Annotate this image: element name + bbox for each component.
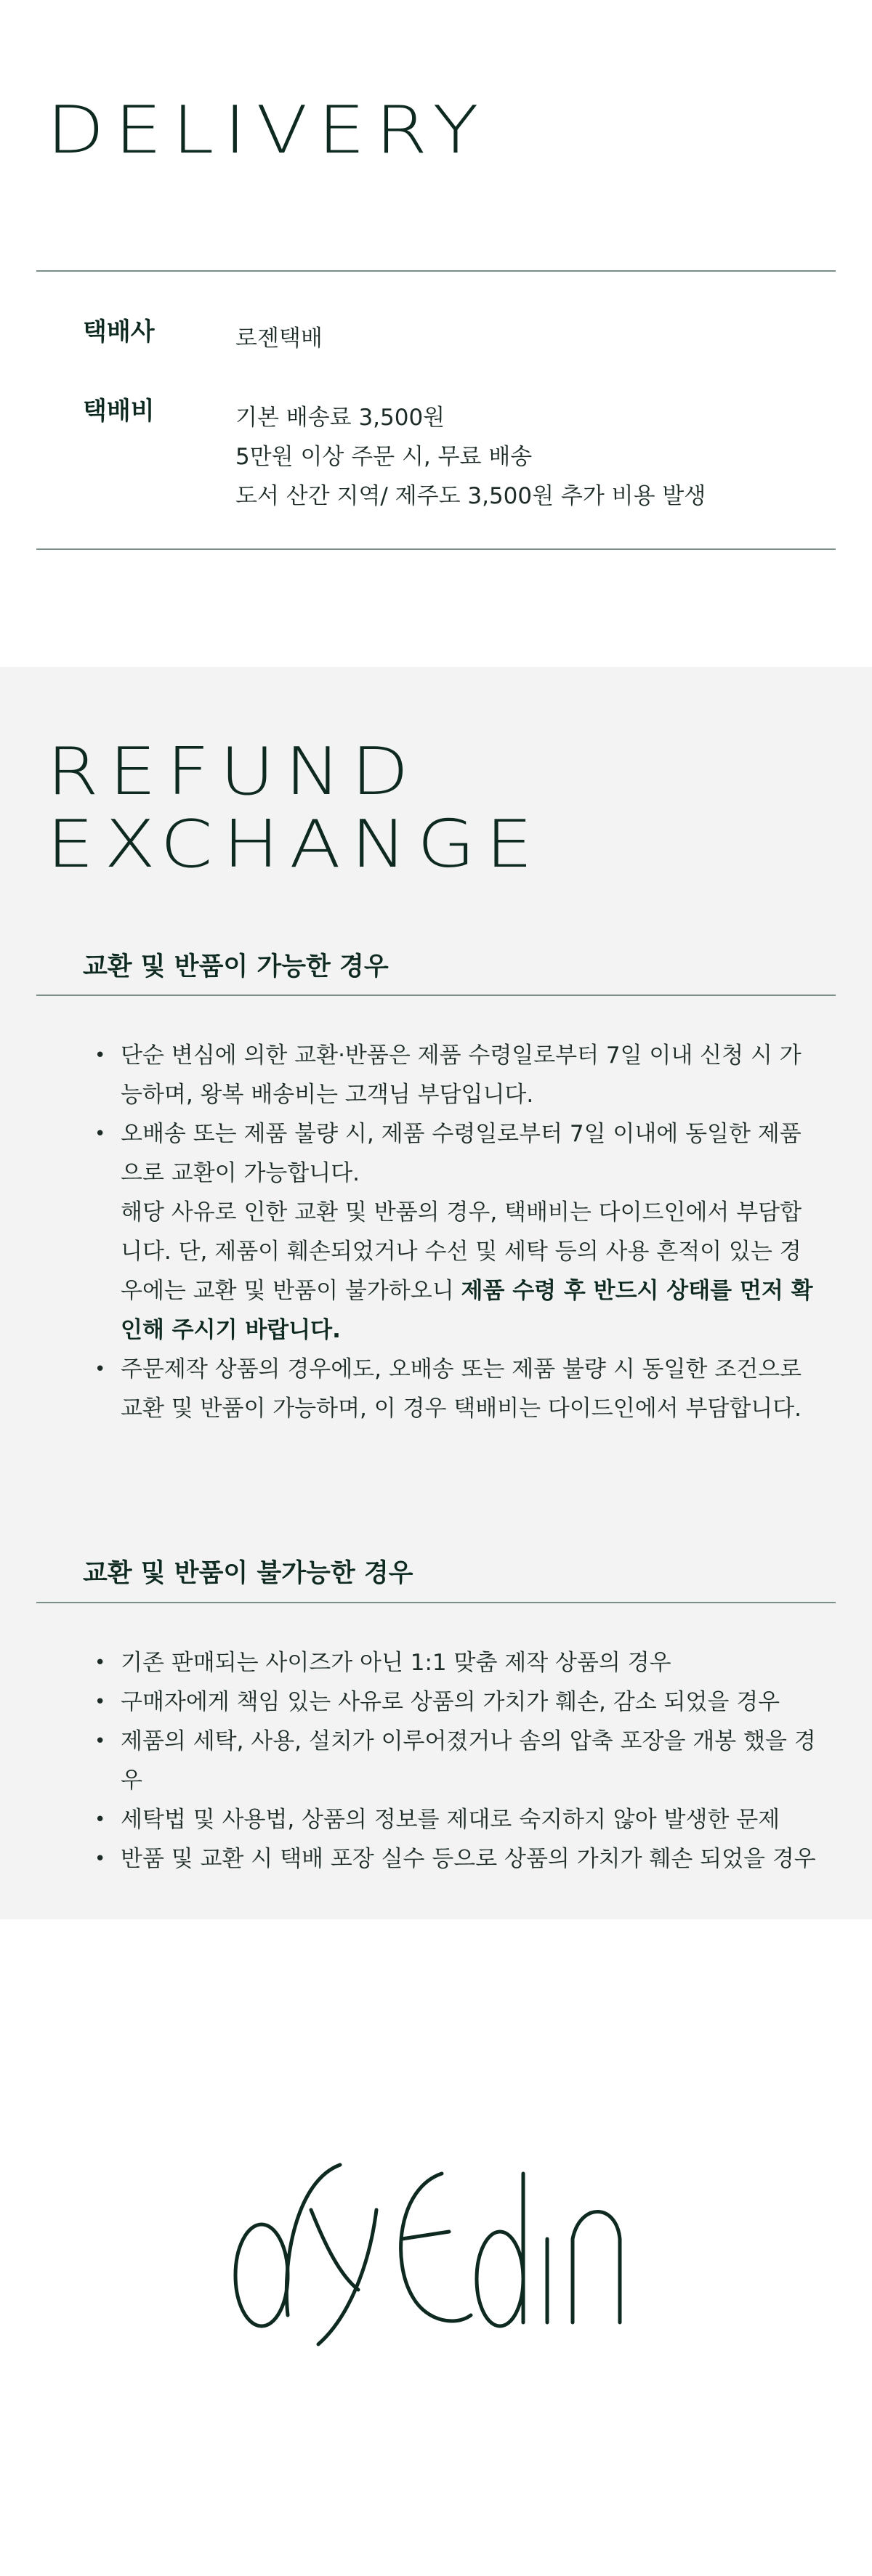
refund-exchange-section: [0, 667, 872, 1919]
divider-bottom: [36, 548, 836, 550]
list-item: • 오배송 또는 제품 불량 시, 제품 수령일로부터 7일 이내에 동일한 제품으로 교환이 가능합니다. 해당 사유로 인한 교환 및 반품의 경우, 택배비는 다이드인에서 부담합니다. 단, 제품이 훼손되었거나 수선 및 세탁 등의 사용 흔적이 있는 경우에는 교환 및 반품이 불가하오니 제품 수령 후 반드시 상태를 먼저 확인해 주시기 바랍니다.: [94, 1114, 821, 1350]
list-item: • 반품 및 교환 시 택배 포장 실수 등으로 상품의 가치가 훼손 되었을 경우: [94, 1839, 821, 1879]
dyedin-logo: [231, 2159, 641, 2348]
shipping-fee-line: 기본 배송료 3,500원: [235, 405, 445, 431]
divider-top: [36, 270, 836, 272]
courier-name: 로젠택배: [235, 325, 323, 352]
possible-heading: 교환 및 반품이 가능한 경우: [83, 952, 389, 981]
shipping-fee-line: 도서 산간 지역/ 제주도 3,500원 추가 비용 발생: [235, 483, 706, 509]
emphasis-text: 제품 수령 후 반드시 상태를 먼저 확인해 주시기 바랍니다.: [121, 1278, 813, 1343]
possible-divider: [36, 995, 836, 996]
impossible-heading: 교환 및 반품이 불가능한 경우: [83, 1559, 413, 1588]
courier-value: [235, 319, 323, 358]
brand-footer: [0, 1919, 872, 2576]
delivery-title: DELIVERY: [47, 92, 489, 169]
shipping-fee-value: [235, 398, 706, 516]
logo-text: dyedin: [231, 2159, 234, 2160]
list-item: • 단순 변심에 의한 교환·반품은 제품 수령일로부터 7일 이내 신청 시 가능하며, 왕복 배송비는 고객님 부담입니다.: [94, 1036, 821, 1114]
exchange-title-line: EXCHANGE: [47, 806, 544, 883]
possible-list: [94, 1036, 821, 1428]
list-item: • 제품의 세탁, 사용, 설치가 이루어졌거나 솜의 압축 포장을 개봉 했을 경우: [94, 1722, 821, 1800]
refund-exchange-title: [47, 736, 543, 881]
refund-title-line: REFUND: [47, 734, 419, 810]
shipping-fee-label: 택배비: [83, 397, 155, 426]
list-item: • 기존 판매되는 사이즈가 아닌 1:1 맞춤 제작 상품의 경우: [94, 1643, 821, 1682]
list-item: • 주문제작 상품의 경우에도, 오배송 또는 제품 불량 시 동일한 조건으로 교환 및 반품이 가능하며, 이 경우 택배비는 다이드인에서 부담합니다.: [94, 1350, 821, 1428]
courier-label: 택배사: [83, 317, 155, 347]
impossible-list: [94, 1643, 821, 1879]
impossible-divider: [36, 1602, 836, 1603]
shipping-fee-line: 5만원 이상 주문 시, 무료 배송: [235, 444, 533, 470]
delivery-section: [0, 0, 872, 667]
list-item: • 구매자에게 책임 있는 사유로 상품의 가치가 훼손, 감소 되었을 경우: [94, 1682, 821, 1722]
list-item: • 세탁법 및 사용법, 상품의 정보를 제대로 숙지하지 않아 발생한 문제: [94, 1800, 821, 1839]
